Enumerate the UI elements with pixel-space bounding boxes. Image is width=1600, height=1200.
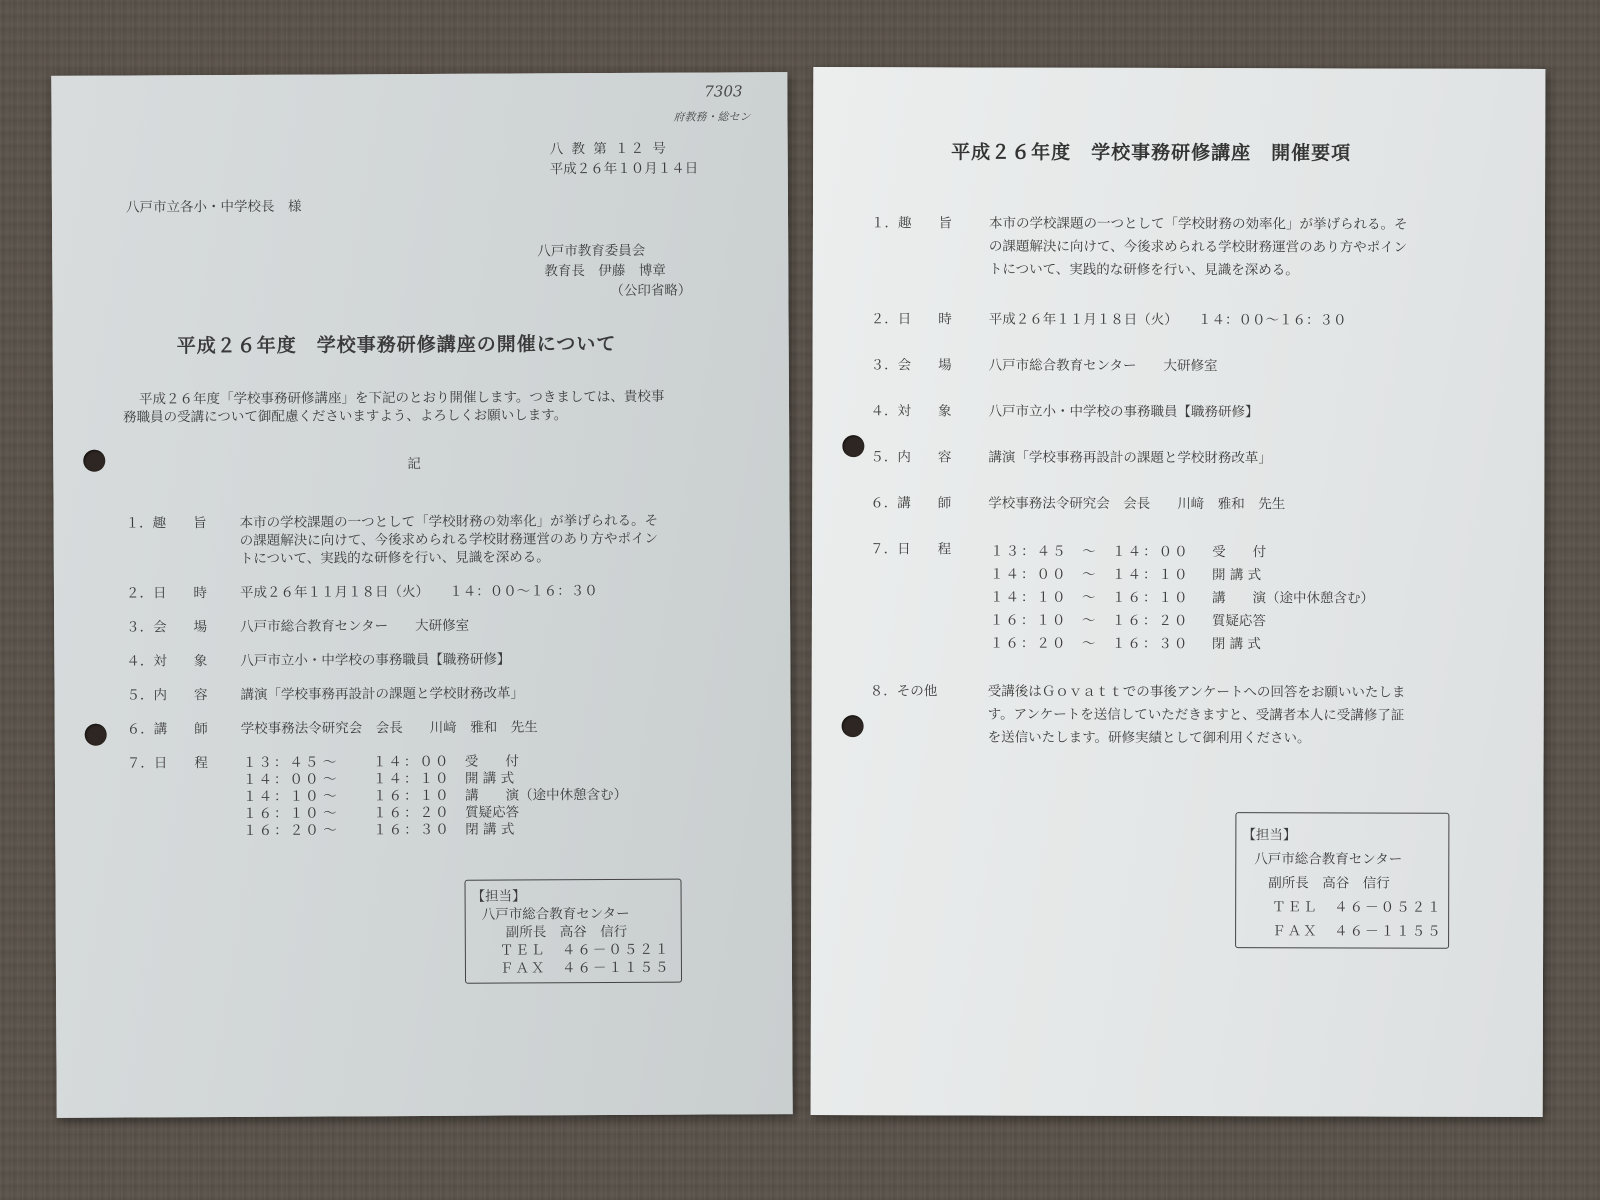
document-title: 平成２６年度 学校事務研修講座 開催要項: [951, 141, 1352, 165]
item-text-line: 平成２６年１１月１８日（火） １４：００～１６：３０: [239, 583, 598, 601]
item-label: ４．対 象: [126, 653, 208, 670]
schedule-event: 受 付: [464, 753, 519, 770]
item-label: １．趣 旨: [870, 215, 952, 232]
item-text-line: を送信いたします。研修実績として御利用ください。: [987, 729, 1311, 747]
schedule-end: １４：００: [1112, 543, 1190, 561]
notice-document-page: [51, 72, 792, 1118]
schedule-sep: ～: [1081, 612, 1098, 629]
outline-document-page: [811, 67, 1546, 1117]
schedule-start: １６：２０: [989, 635, 1068, 652]
item-label: ４．対 象: [870, 403, 952, 420]
schedule-start: １６：１０: [243, 805, 321, 822]
schedule-sep: ～: [322, 754, 339, 771]
contact-fax: ＦＡＸ ４６－１１５５: [1272, 923, 1443, 940]
item-label: ８．その他: [869, 683, 938, 700]
schedule-start: １４：００: [242, 771, 321, 788]
contact-organization: 八戸市総合教育センター: [481, 905, 630, 923]
schedule-end: １４：００: [372, 753, 451, 771]
schedule-sep: ～: [1081, 589, 1098, 606]
schedule-start: １４：００: [990, 566, 1068, 583]
schedule-start: １３：４５: [990, 543, 1068, 560]
item-label: ３．会 場: [870, 357, 952, 374]
schedule-sep: ～: [1081, 635, 1098, 652]
contact-box: [1235, 812, 1449, 949]
sender-organization: 八戸市教育委員会: [537, 242, 646, 260]
schedule-sep: ～: [322, 771, 339, 788]
item-label: ３．会 場: [126, 619, 208, 636]
schedule-end: １６：１０: [1111, 589, 1190, 607]
schedule-event: 質疑応答: [465, 804, 520, 821]
schedule-event: 講 演（途中休憩含む）: [465, 786, 628, 804]
schedule-sep: ～: [323, 788, 339, 805]
schedule-sep: ～: [1082, 543, 1098, 560]
handwritten-note: 7303: [704, 82, 743, 101]
contact-fax: ＦＡＸ ４６－１１５５: [499, 959, 671, 977]
intro-text-line: 平成２６年度「学校事務研修講座」を下記のとおり開催します。つきましては、貴校事: [138, 388, 665, 408]
schedule-start: １６：１０: [989, 612, 1068, 629]
item-text-line: の課題解決に向けて、今後求められる学校財務運営のあり方やポイン: [239, 530, 658, 549]
schedule-event: 質疑応答: [1211, 613, 1266, 630]
schedule-end: １６：１０: [373, 787, 451, 805]
item-text-line: の課題解決に向けて、今後求められる学校財務運営のあり方やポイン: [988, 238, 1408, 256]
item-text-line: 平成２６年１１月１８日（火） １４：００～１６：３０: [988, 311, 1347, 329]
schedule-sep: ～: [1082, 566, 1098, 583]
schedule-end: １４：１０: [372, 770, 451, 788]
item-label: １．趣 旨: [125, 515, 207, 532]
item-text-line: 八戸市立小・中学校の事務職員【職務研修】: [240, 651, 511, 669]
schedule-event: 講 演（途中休憩含む）: [1211, 590, 1375, 607]
schedule-start: １６：２０: [243, 822, 321, 839]
contact-box: [464, 879, 682, 984]
contact-tel: ＴＥＬ ４６－０５２１: [1272, 899, 1443, 916]
schedule-end: １６：２０: [373, 804, 451, 822]
item-label: ７．日 程: [870, 541, 952, 558]
schedule-sep: ～: [323, 822, 339, 839]
schedule-start: １４：１０: [243, 788, 321, 805]
punch-hole: [842, 715, 864, 737]
item-text-line: トについて、実践的な研修を行い、見識を深める。: [239, 549, 550, 567]
contact-person: 副所長 高谷 信行: [505, 923, 628, 941]
schedule-start: １４：１０: [989, 589, 1068, 606]
schedule-end: １６：３０: [373, 821, 451, 839]
document-number: 八 教 第 １２ 号: [549, 140, 668, 158]
item-text-line: 本市の学校課題の一つとして「学校財務の効率化」が挙げられる。そ: [239, 512, 659, 531]
item-label: ２．日 時: [125, 585, 208, 602]
schedule-event: 閉 講 式: [1211, 636, 1261, 653]
schedule-sep: ～: [323, 805, 339, 822]
item-text-line: 本市の学校課題の一つとして「学校財務の効率化」が挙げられる。そ: [988, 215, 1408, 233]
schedule-end: １６：３０: [1111, 635, 1190, 653]
item-text-line: 講演「学校事務再設計の課題と学校財務改革」: [988, 449, 1272, 467]
contact-organization: 八戸市総合教育センター: [1254, 851, 1403, 868]
item-text-line: 八戸市総合教育センター 大研修室: [988, 357, 1218, 375]
seal-omitted-note: （公印省略）: [610, 282, 692, 300]
schedule-event: 閉 講 式: [465, 821, 515, 838]
item-label: ６．講 師: [126, 721, 208, 738]
item-text-line: 講演「学校事務再設計の課題と学校財務改革」: [240, 685, 525, 703]
item-text-line: 学校事務法令研究会 会長 川﨑 雅和 先生: [988, 495, 1286, 513]
contact-person: 副所長 高谷 信行: [1268, 875, 1390, 892]
schedule-end: １４：１０: [1112, 566, 1190, 584]
punch-hole: [842, 435, 864, 457]
item-text-line: 八戸市立小・中学校の事務職員【職務研修】: [988, 403, 1259, 421]
contact-tel: ＴＥＬ ４６－０５２１: [499, 941, 671, 959]
schedule-start: １３：４５: [242, 754, 321, 771]
item-text-line: 八戸市総合教育センター 大研修室: [240, 617, 470, 635]
item-text-line: 学校事務法令研究会 会長 川﨑 雅和 先生: [240, 719, 538, 737]
document-date: 平成２６年１０月１４日: [549, 160, 699, 178]
item-label: ７．日 程: [126, 755, 208, 772]
intro-text-line: 務職員の受講について御配慮くださいますよう、よろしくお願いします。: [123, 407, 568, 426]
item-text-line: トについて、実践的な研修を行い、見識を深める。: [988, 261, 1299, 279]
addressee: 八戸市立各小・中学校長 様: [125, 198, 302, 216]
ki-marker: 記: [407, 456, 421, 473]
sender-name: 教育長 伊藤 博章: [544, 262, 666, 280]
schedule-event: 開 講 式: [1212, 567, 1262, 584]
item-label: ６．講 師: [870, 495, 952, 512]
document-title: 平成２６年度 学校事務研修講座の開催について: [176, 332, 617, 358]
item-text-line: 受講後はＧｏｖａｔｔでの事後アンケートへの回答をお願いいたしま: [987, 683, 1406, 701]
handwritten-note-secondary: 府教務・総セン: [673, 110, 751, 124]
contact-header: 【担当】: [1242, 827, 1297, 844]
schedule-end: １６：２０: [1111, 612, 1190, 630]
item-label: ５．内 容: [870, 449, 952, 466]
punch-hole: [85, 724, 107, 746]
item-label: ５．内 容: [126, 687, 208, 704]
schedule-event: 受 付: [1212, 544, 1267, 561]
item-text-line: す。アンケートを送信していただきますと、受講者本人に受講修了証: [987, 706, 1405, 724]
schedule-event: 開 講 式: [464, 770, 515, 787]
contact-header: 【担当】: [471, 888, 526, 905]
punch-hole: [83, 450, 105, 472]
item-label: ２．日 時: [870, 311, 952, 328]
